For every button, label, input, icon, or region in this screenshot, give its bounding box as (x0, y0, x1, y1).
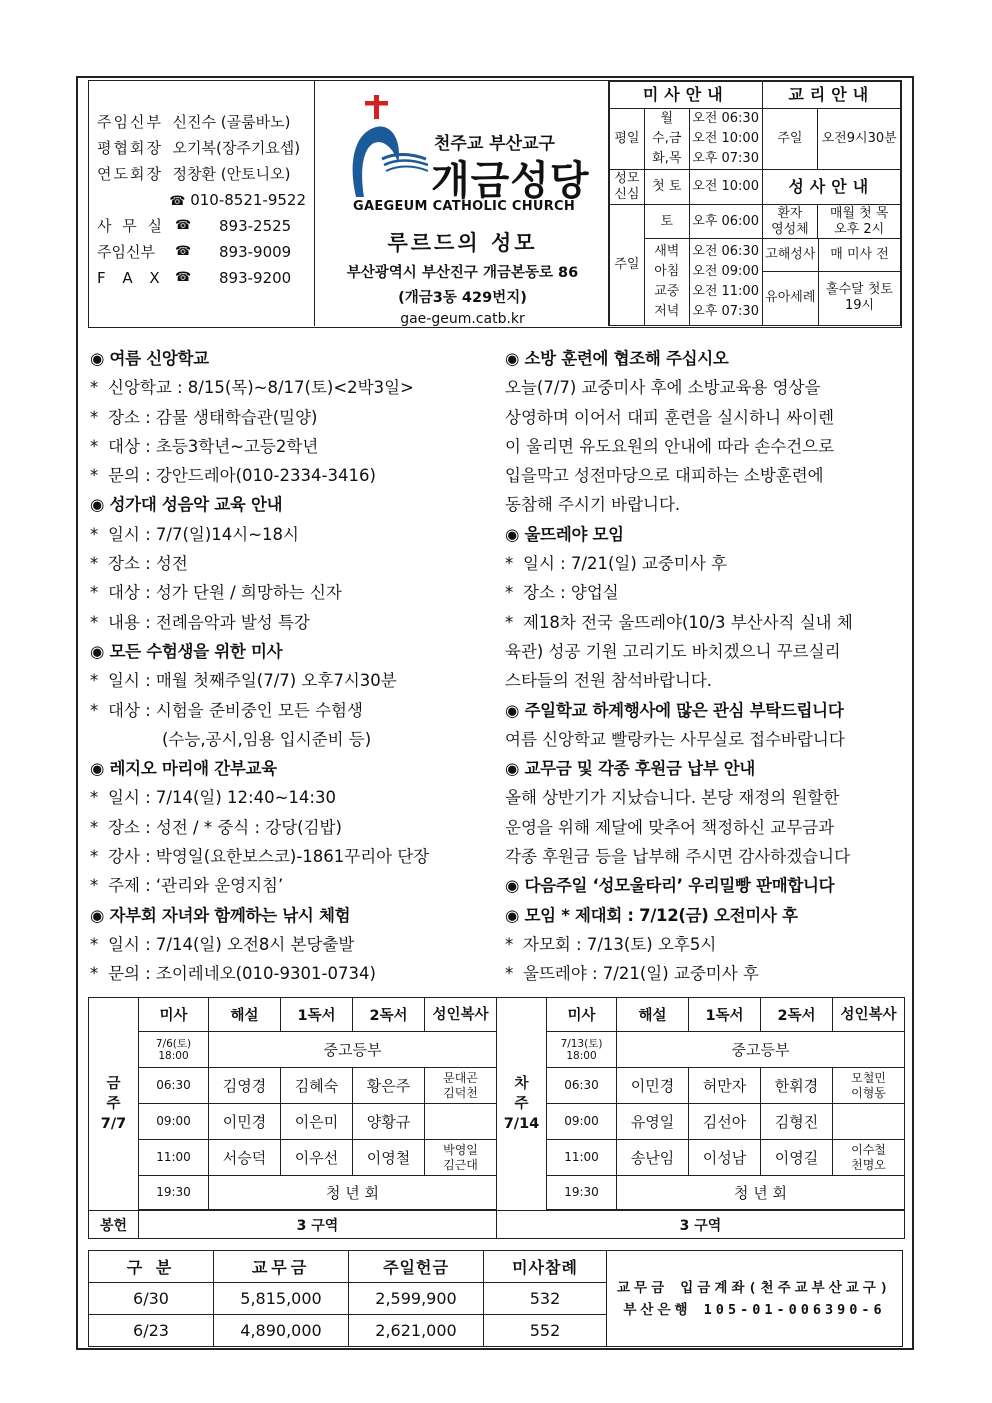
notice-line (90, 959, 502, 988)
sunday-label: 주일 (610, 205, 645, 326)
mass-guide-header: 미사안내 (610, 82, 763, 109)
notice-line (90, 666, 502, 695)
roster-header: 미사 (547, 998, 617, 1032)
notice-line (505, 403, 907, 432)
address-line1: 부산광역시 부산진구 개금본동로 86 (346, 265, 579, 281)
week-label-next: 차 주 7/14 (497, 998, 547, 1211)
notice-text: 여름 신앙학교 빨랑카는 사무실로 접수바랍니다 (505, 729, 845, 749)
commentator: 유영일 (617, 1104, 689, 1140)
server (425, 1104, 497, 1140)
notice-text: 대상 : 성가 단원 / 희망하는 신자 (108, 583, 342, 603)
notice-text: ◉ 주일학교 하계행사에 많은 관심 부탁드립니다 (505, 700, 844, 720)
server: 문대곤 김덕천 (425, 1068, 497, 1104)
notice-line (90, 783, 502, 812)
roster-header: 해설 (617, 998, 689, 1032)
notice-text: 대상 : 초등3학년~고등2학년 (108, 436, 319, 456)
notice-text: 장소 : 감물 생태학습관(밀양) (108, 407, 318, 427)
reader-1: 이은미 (281, 1104, 353, 1140)
finance-attendance: 532 (484, 1283, 607, 1315)
schedule-table (609, 81, 901, 326)
church-name: 개금성당 (431, 158, 590, 204)
week-label-this: 금 주 7/7 (89, 998, 139, 1211)
notice-line (90, 842, 502, 871)
sacrament-name: 유아세례 (763, 271, 819, 325)
notice-text: 장소 : 성전 / * 중식 : 강당(김밥) (108, 817, 342, 837)
notice-line (90, 461, 502, 490)
finance-offering: 2,621,000 (349, 1315, 484, 1347)
sundayschool-time: 오전9시30분 (818, 109, 901, 170)
officers-contacts (89, 81, 315, 326)
notice-line (505, 432, 907, 461)
saturday-day: 토 (644, 205, 689, 239)
address-line2: (개금3동 429번지) (398, 290, 527, 306)
mary-devotion-day: 첫 토 (644, 170, 689, 205)
sacrament-subtable (762, 239, 900, 326)
mass-time: 09:00 (547, 1104, 617, 1140)
sat-mass-group: 중고등부 (209, 1032, 497, 1068)
reader-1: 이성남 (689, 1140, 761, 1176)
sacrament-name: 환자 영성체 (762, 205, 818, 239)
notice-text: 각종 후원금 등을 납부해 주시면 감사하겠습니다 (505, 847, 851, 867)
bullet-icon: * (90, 788, 99, 808)
mass-time: 09:00 (139, 1104, 209, 1140)
notice-title (505, 344, 907, 373)
sat-mass-group: 중고등부 (617, 1032, 905, 1068)
sacrament-guide-header: 성사안내 (762, 170, 900, 205)
notice-text: 올해 상반기가 지났습니다. 본당 재정의 원할한 (505, 788, 840, 808)
sunday-mass-names: 새벽 아침 교중 저녁 (644, 239, 689, 326)
server (833, 1104, 905, 1140)
sacrament-name: 고해성사 (763, 239, 819, 271)
notice-text: 이 울리면 유도요원의 안내에 따라 손수건으로 (505, 436, 835, 456)
weekday-times: 오전 06:30 오전 10:00 오후 07:30 (689, 109, 762, 170)
notice-line (505, 578, 907, 607)
phone-icon: ☎ (175, 270, 192, 285)
notice-text: ◉ 소방 훈련에 협조해 주십시오 (505, 349, 729, 368)
bullet-icon: * (90, 964, 99, 984)
server: 이수철 천명오 (833, 1140, 905, 1176)
notice-title (90, 637, 502, 666)
notice-line (90, 930, 502, 959)
reader-2: 이영길 (761, 1140, 833, 1176)
officer-phone: ☎ 010-8521-9522 (169, 191, 306, 209)
finance-attendance: 552 (484, 1315, 607, 1347)
notice-line (505, 813, 907, 842)
finance-header: 미사참례 (484, 1251, 607, 1283)
phone-icon: ☎ (169, 194, 186, 209)
contact-fax: F A X ☎ 893-9200 (97, 265, 314, 291)
notice-text: ◉ 울뜨레야 모임 (505, 524, 624, 544)
notice-line (90, 871, 502, 900)
notice-line (505, 549, 907, 578)
mass-time: 11:00 (139, 1140, 209, 1176)
bullet-icon: * (90, 671, 99, 691)
bullet-icon: * (90, 612, 99, 632)
commentator: 서승덕 (209, 1140, 281, 1176)
notice-line (505, 930, 907, 959)
liturgy-roster (88, 997, 905, 1239)
notice-line (90, 725, 502, 754)
officer-memorial: 연도회장 정창환 (안토니오) (97, 165, 291, 183)
saturday-time: 오후 06:00 (689, 205, 762, 239)
notice-text: ◉ 자부회 자녀와 함께하는 낚시 체험 (90, 905, 351, 925)
finance-dues: 4,890,000 (214, 1315, 349, 1347)
bullet-icon: * (90, 407, 99, 427)
reader-2: 황은주 (353, 1068, 425, 1104)
reader-1: 김선아 (689, 1104, 761, 1140)
notice-line (505, 959, 907, 988)
notice-text: 장소 : 양업실 (523, 583, 619, 603)
bullet-icon: * (90, 876, 99, 896)
finance-offering: 2,599,900 (349, 1283, 484, 1315)
server: 박영일 김근대 (425, 1140, 497, 1176)
commentator: 이민경 (209, 1104, 281, 1140)
notice-line (90, 432, 502, 461)
contact-office: 사 무 실 ☎ 893-2525 (97, 213, 314, 239)
sacrament-when: 홀수달 첫토 19시 (819, 271, 900, 325)
church-identity (316, 81, 609, 326)
reader-2: 이영철 (353, 1140, 425, 1176)
sundayschool-label: 주일 (762, 109, 818, 170)
notice-line (505, 842, 907, 871)
notice-line (505, 461, 907, 490)
notice-text: 스타들의 전원 참석바랍니다. (505, 671, 713, 691)
notice-text: 장소 : 성전 (108, 554, 188, 574)
notice-text: 자모회 : 7/13(토) 오후5시 (523, 934, 717, 954)
notice-text: ◉ 모임 * 제대회 : 7/12(금) 오전미사 후 (505, 905, 798, 925)
offering-label: 봉헌 (89, 1211, 139, 1239)
patron-saint: 루르드의 성모 (387, 230, 538, 255)
finance-dues: 5,815,000 (214, 1283, 349, 1315)
notice-text: 일시 : 7/14(일) 12:40~14:30 (108, 788, 336, 808)
phone-icon: ☎ (175, 218, 192, 233)
evening-mass-group: 청 년 회 (617, 1176, 905, 1210)
commentator: 송난임 (617, 1140, 689, 1176)
notice-line (90, 696, 502, 725)
notice-title (505, 871, 907, 900)
notice-text: 문의 : 조이레네오(010-9301-0734) (108, 964, 376, 984)
notice-title (505, 520, 907, 549)
bullet-icon: * (505, 612, 514, 632)
notice-line (90, 549, 502, 578)
notice-text: 신앙학교 : 8/15(목)~8/17(토)<2박3일> (108, 378, 414, 398)
notice-text: 운영을 위해 제달에 맞추어 책정하신 교무금과 (505, 817, 835, 837)
finance-header: 교무금 (214, 1251, 349, 1283)
mary-devotion-label: 성모 신심 (610, 170, 645, 205)
notice-line (90, 373, 502, 402)
reader-2: 김형진 (761, 1104, 833, 1140)
notice-line (505, 637, 907, 666)
notice-title (505, 754, 907, 783)
notice-text: 내용 : 전례음악과 발성 특강 (108, 612, 310, 632)
weekday-days: 월 수,금 화,목 (644, 109, 689, 170)
weekday-label: 평일 (610, 109, 645, 170)
bullet-icon: * (505, 554, 514, 574)
reader-2: 한휘경 (761, 1068, 833, 1104)
bullet-icon: * (90, 554, 99, 574)
finance-table (88, 1250, 903, 1347)
account-info: 교무금 입금계좌(천주교부산교구) 부산은행 105-01-006390-6 (607, 1251, 903, 1347)
reader-1: 허만자 (689, 1068, 761, 1104)
notice-text: 일시 : 매월 첫째주일(7/7) 오후7시30분 (108, 671, 397, 691)
finance-date: 6/30 (89, 1283, 214, 1315)
church-name-en: GAEGEUM CATHOLIC CHURCH (353, 199, 576, 214)
officer-priest: 주임신부 신진수 (골룸바노) (97, 113, 291, 131)
sunday-mass-times: 오전 06:30 오전 09:00 오전 11:00 오후 07:30 (689, 239, 762, 326)
bulletin-header (88, 80, 902, 328)
bullet-icon: * (505, 934, 514, 954)
notice-text: 강사 : 박영일(요한보스코)-1861꾸리아 단장 (108, 847, 430, 867)
bullet-icon: * (505, 964, 514, 984)
diocese-name: 천주교 부산교구 (434, 134, 555, 154)
roster-header: 2독서 (353, 998, 425, 1032)
bullet-icon: * (90, 436, 99, 456)
notice-line (505, 666, 907, 695)
notice-line (90, 520, 502, 549)
notice-text: 입을막고 성전마당으로 대피하는 소방훈련에 (505, 466, 824, 486)
contact-priest: 주임신부 ☎ 893-9009 (97, 239, 314, 265)
notice-text: 일시 : 7/21(일) 교중미사 후 (523, 554, 727, 574)
roster-header: 1독서 (281, 998, 353, 1032)
bullet-icon: * (90, 524, 99, 544)
notice-line (505, 490, 907, 519)
notice-text: 오늘(7/7) 교중미사 후에 소방교육용 영상을 (505, 378, 821, 398)
evening-mass-time: 19:30 (547, 1176, 617, 1210)
notice-text: 일시 : 7/7(일)14시~18시 (108, 524, 299, 544)
bullet-icon: * (90, 847, 99, 867)
sat-mass-time: 7/6(토) 18:00 (139, 1032, 209, 1068)
notice-text: ◉ 여름 신앙학교 (90, 349, 209, 368)
officer-council: 평협회장 오기복(장주기요셉) (97, 139, 301, 157)
notice-line (505, 373, 907, 402)
notice-text: ◉ 교무금 및 각종 후원금 납부 안내 (505, 759, 756, 779)
commentator: 이민경 (617, 1068, 689, 1104)
finance-header: 주일헌금 (349, 1251, 484, 1283)
mass-time: 06:30 (139, 1068, 209, 1104)
bullet-icon: * (90, 378, 99, 398)
finance-header: 구 분 (89, 1251, 214, 1283)
notice-line (90, 608, 502, 637)
mass-time: 06:30 (547, 1068, 617, 1104)
church-logo-icon (338, 93, 428, 201)
notices-left-column (90, 344, 502, 989)
website-link[interactable]: gae-geum.catb.kr (400, 311, 525, 327)
notice-text: ◉ 다음주일 ‘성모울타리’ 우리밀빵 판매합니다 (505, 876, 835, 896)
reader-1: 이우선 (281, 1140, 353, 1176)
mass-time: 11:00 (547, 1140, 617, 1176)
notice-title (90, 754, 502, 783)
notice-text: 일시 : 7/14(일) 오전8시 본당출발 (108, 934, 355, 954)
notice-text: (수능,공시,임용 입시준비 등) (162, 729, 372, 749)
server: 모철민 이형동 (833, 1068, 905, 1104)
notice-line (90, 813, 502, 842)
notices-right-column (505, 344, 907, 989)
notice-line (505, 725, 907, 754)
reader-2: 양황규 (353, 1104, 425, 1140)
offering-next-week: 3 구역 (497, 1211, 905, 1239)
bullet-icon: * (90, 700, 99, 720)
evening-mass-group: 청 년 회 (209, 1176, 497, 1210)
bullet-icon: * (505, 583, 514, 603)
notice-text: 대상 : 시험을 준비중인 모든 수험생 (108, 700, 363, 720)
reader-1: 김혜숙 (281, 1068, 353, 1104)
notice-title (90, 901, 502, 930)
notice-title (90, 490, 502, 519)
bullet-icon: * (90, 583, 99, 603)
sacrament-when: 매 미사 전 (819, 239, 900, 271)
roster-header: 미사 (139, 998, 209, 1032)
notice-line (90, 403, 502, 432)
mary-devotion-time: 오전 10:00 (689, 170, 762, 205)
notice-title (505, 901, 907, 930)
notice-line (90, 578, 502, 607)
notice-line (505, 608, 907, 637)
notice-text: ◉ 성가대 성음악 교육 안내 (90, 495, 283, 515)
roster-header: 해설 (209, 998, 281, 1032)
roster-header: 성인복사 (425, 998, 497, 1032)
evening-mass-time: 19:30 (139, 1176, 209, 1210)
notice-line (505, 783, 907, 812)
bullet-icon: * (90, 466, 99, 486)
offering-this-week: 3 구역 (139, 1211, 497, 1239)
notice-text: 상영하며 이어서 대피 훈련을 실시하니 싸이렌 (505, 407, 835, 427)
sacrament-when: 매월 첫 목 오후 2시 (818, 205, 901, 239)
notice-text: ◉ 레지오 마리애 간부교육 (90, 759, 277, 779)
bullet-icon: * (90, 934, 99, 954)
notice-text: 제18차 전국 울뜨레야(10/3 부산사직 실내 체 (523, 612, 853, 632)
sat-mass-time: 7/13(토) 18:00 (547, 1032, 617, 1068)
catechism-guide-header: 교리안내 (762, 82, 900, 109)
finance-date: 6/23 (89, 1315, 214, 1347)
bullet-icon: * (90, 817, 99, 837)
commentator: 김영경 (209, 1068, 281, 1104)
notice-text: ◉ 모든 수험생을 위한 미사 (90, 641, 283, 661)
notice-text: 울뜨레야 : 7/21(일) 교중미사 후 (523, 964, 759, 984)
notice-text: 문의 : 강안드레아(010-2334-3416) (108, 466, 376, 486)
notice-title (505, 696, 907, 725)
roster-header: 2독서 (761, 998, 833, 1032)
notice-text: 동참해 주시기 바랍니다. (505, 495, 681, 515)
phone-icon: ☎ (175, 244, 192, 259)
roster-header: 성인복사 (833, 998, 905, 1032)
roster-header: 1독서 (689, 998, 761, 1032)
notice-title (90, 344, 502, 373)
notice-text: 주제 : ‘관리와 운영지침’ (108, 876, 284, 896)
notice-text: 육관) 성공 기원 고리기도 바치겠으니 꾸르실리 (505, 641, 841, 661)
